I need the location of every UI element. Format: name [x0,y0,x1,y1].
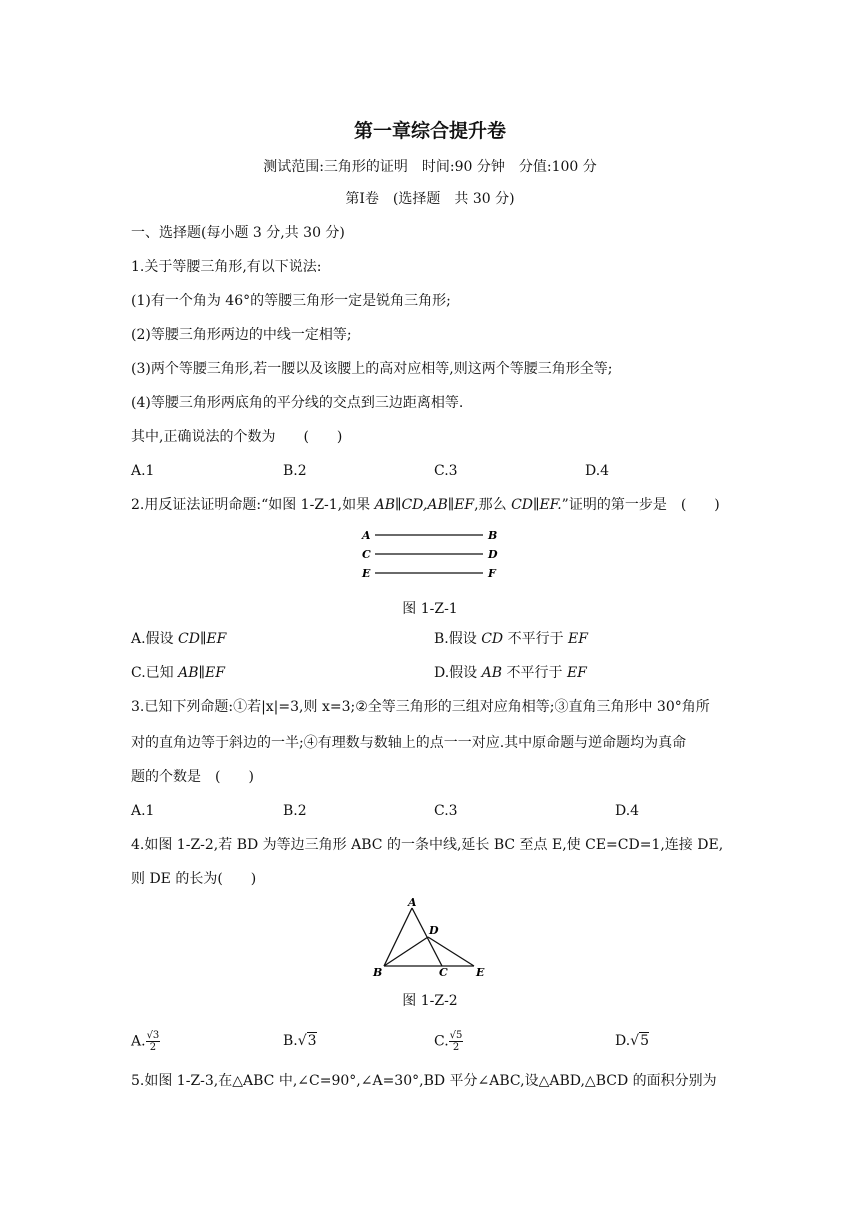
option-math: AB [481,665,503,681]
fraction-numerator: √3 [146,1030,160,1041]
q1-option-b: B.2 [283,463,307,479]
label-b: B [373,966,383,979]
fraction-denominator: 2 [149,1042,157,1053]
label-c: C [362,548,371,561]
label-f: F [488,567,496,580]
q4-option-d [615,1032,649,1050]
option-text: D.假设 [434,665,482,681]
q1-statement-2: (2)等腰三角形两边的中线一定相等; [131,327,352,343]
exam-meta: 测试范围:三角形的证明 时间:90 分钟 分值:100 分 [263,159,597,175]
option-math: EF [568,631,588,647]
q1-ask: 其中,正确说法的个数为 ( ) [131,429,343,445]
option-text: B.假设 [434,631,482,647]
q2-option-d [434,664,587,682]
q1-option-a: A.1 [131,463,155,479]
q2-stem-part: ”证明的第一步是 ( ) [561,497,720,513]
q2-option-b [434,630,588,648]
q1-statement-3: (3)两个等腰三角形,若一腰以及该腰上的高对应相等,则这两个等腰三角形全等; [131,361,613,377]
q1-option-c: C.3 [434,463,458,479]
option-text: C.已知 [131,665,179,681]
q4-line-1: 4.如图 1-Z-2,若 BD 为等边三角形 ABC 的一条中线,延长 BC 至点 E,使 CE=CD=1,连接 DE, [131,837,724,853]
figure-1-z-2-caption: 图 1-Z-2 [402,993,458,1009]
q2-stem-part: 2.用反证法证明命题:“如图 1-Z-1,如果 [131,497,375,513]
label-e: E [362,567,371,580]
option-text: 不平行于 [503,631,569,647]
option-text: A.假设 [131,631,179,647]
q3-option-c: C.3 [434,803,458,819]
option-text: B.√ [283,1033,307,1049]
q3-line-3: 题的个数是 ( ) [131,769,254,785]
option-math: EF [566,665,587,681]
q4-line-2: 则 DE 的长为( ) [131,871,257,887]
q2-stem-math: AB∥CD,AB∥EF [374,497,475,513]
option-text: C. [434,1033,449,1050]
label-d: D [429,924,439,937]
option-math: CD [481,631,504,647]
label-c: C [439,966,448,979]
q1-stem: 1.关于等腰三角形,有以下说法: [131,259,322,275]
option-text: A. [131,1033,146,1050]
q1-statement-4: (4)等腰三角形两底角的平分线的交点到三边距离相等. [131,395,464,411]
label-d: D [488,548,498,561]
figure-1-z-2 [368,896,498,982]
q3-line-2: 对的直角边等于斜边的一半;④有理数与数轴上的点一一对应.其中原命题与逆命题均为真命 [131,735,687,751]
option-text: 不平行于 [502,665,567,681]
section-heading: 第Ⅰ卷 (选择题 共 30 分) [345,191,515,207]
q5-line-1: 5.如图 1-Z-3,在△ABC 中,∠C=90°,∠A=30°,BD 平分∠ABC,设△ABD,△BCD 的面积分别为 [131,1073,717,1089]
fraction [146,1030,161,1053]
label-e: E [476,966,485,979]
label-a: A [362,529,371,542]
q3-option-a: A.1 [131,803,155,819]
q3-line-1: 3.已知下列命题:①若|x|=3,则 x=3;②全等三角形的三组对应角相等;③直角三角形中 30°角所 [131,699,710,715]
option-text: D.√ [615,1033,640,1049]
q1-option-d: D.4 [585,463,610,479]
q4-option-b [283,1032,317,1050]
page-title: 第一章综合提升卷 [353,120,506,142]
part-heading: 一、选择题(每小题 3 分,共 30 分) [131,225,345,241]
q1-statement-1: (1)有一个角为 46°的等腰三角形一定是锐角三角形; [131,293,451,309]
radicand: 5 [640,1033,650,1049]
figure-1-z-1-caption: 图 1-Z-1 [402,601,458,617]
option-math: CD∥EF [178,631,227,647]
q2-option-a [131,630,226,648]
fraction-denominator: 2 [452,1042,460,1053]
fraction-numerator: √5 [449,1030,463,1041]
figure-1-z-1 [355,524,515,584]
q2-stem-math: CD∥EF. [511,497,562,513]
label-b: B [488,529,498,542]
option-math: AB∥EF [178,665,225,681]
radicand: 3 [307,1033,317,1049]
q4-option-a [131,1030,160,1053]
q4-option-c [434,1030,463,1053]
q3-option-b: B.2 [283,803,307,819]
q3-option-d: D.4 [615,803,640,819]
q2-option-c [131,664,225,682]
fraction [449,1030,464,1053]
q2-stem-part: ,那么 [474,497,512,513]
label-a: A [408,896,417,909]
q2-stem [131,496,720,514]
